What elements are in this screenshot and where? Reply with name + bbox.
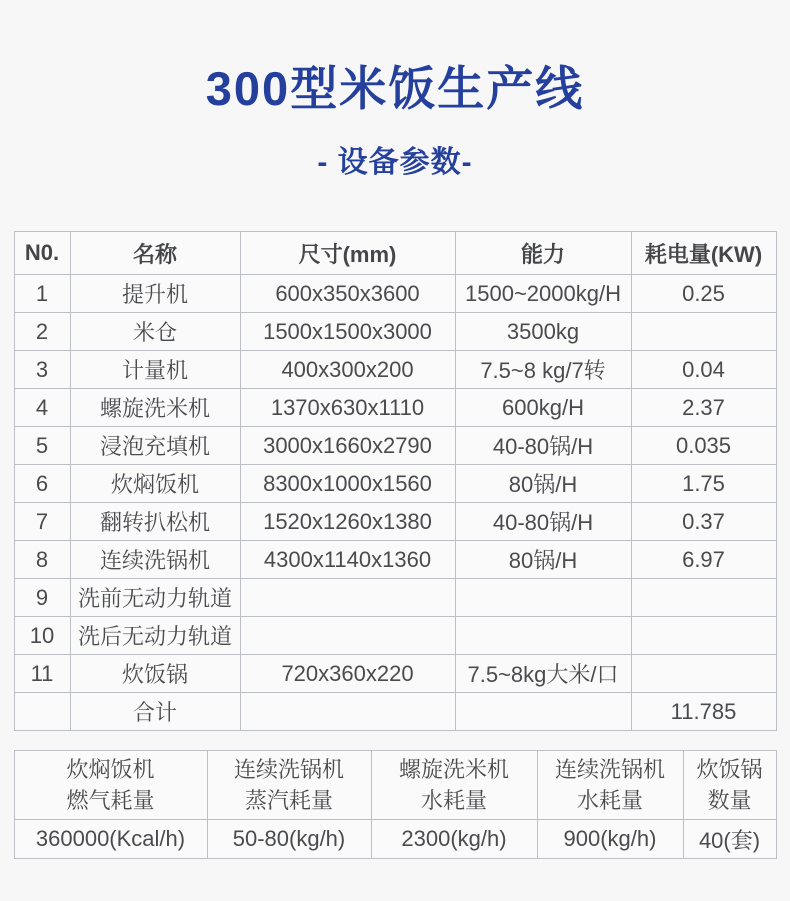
cell-name: 浸泡充填机: [70, 427, 240, 465]
cell-power: 11.785: [631, 693, 776, 731]
header-line2: 数量: [707, 788, 752, 813]
cell-no: 8: [14, 541, 70, 579]
cell-water2-value: 900(kg/h): [537, 820, 683, 859]
cell-capacity: 80锅/H: [455, 541, 631, 579]
cell-name: 洗后无动力轨道: [70, 617, 240, 655]
cell-quantity-value: 40(套): [683, 820, 776, 859]
cell-gas-value: 360000(Kcal/h): [14, 820, 207, 859]
cell-no: 10: [14, 617, 70, 655]
header-gas-consumption: [14, 751, 207, 820]
cell-power: 0.04: [631, 351, 776, 389]
cell-size: 400x300x200: [240, 351, 455, 389]
header-steam-consumption: [207, 751, 371, 820]
cell-name: 提升机: [70, 275, 240, 313]
consumption-header-row: [14, 751, 776, 820]
cell-power: [631, 655, 776, 693]
cell-size: 1500x1500x3000: [240, 313, 455, 351]
cell-name: 翻转扒松机: [70, 503, 240, 541]
cell-name: 炊焖饭机: [70, 465, 240, 503]
equipment-table-header-row: [14, 232, 776, 275]
cell-capacity: [455, 693, 631, 731]
table-row: [14, 427, 776, 465]
cell-name: 螺旋洗米机: [70, 389, 240, 427]
cell-power: 1.75: [631, 465, 776, 503]
table-row: [14, 275, 776, 313]
cell-name: 米仓: [70, 313, 240, 351]
header-line1: 螺旋洗米机: [398, 757, 509, 782]
cell-size: 8300x1000x1560: [240, 465, 455, 503]
cell-capacity: 7.5~8 kg/7转: [455, 351, 631, 389]
table-row: [14, 655, 776, 693]
table-row: [14, 579, 776, 617]
cell-name: 合计: [70, 693, 240, 731]
cell-size: [240, 617, 455, 655]
cell-name: 计量机: [70, 351, 240, 389]
cell-steam-value: 50-80(kg/h): [207, 820, 371, 859]
cell-size: [240, 693, 455, 731]
cell-capacity: 80锅/H: [455, 465, 631, 503]
header-potwasher-water-consumption: [537, 751, 683, 820]
equipment-table: [14, 231, 777, 731]
header-size: 尺寸(mm): [240, 232, 455, 275]
cell-power: 0.25: [631, 275, 776, 313]
consumption-value-row: [14, 820, 776, 859]
cell-power: 0.37: [631, 503, 776, 541]
table-row: [14, 465, 776, 503]
cell-capacity: 600kg/H: [455, 389, 631, 427]
header-line2: 燃气耗量: [66, 788, 155, 813]
cell-capacity: 40-80锅/H: [455, 427, 631, 465]
cell-power: [631, 617, 776, 655]
cell-size: [240, 579, 455, 617]
header-line1: 连续洗锅机: [554, 757, 665, 782]
cell-size: 1520x1260x1380: [240, 503, 455, 541]
cell-name: 连续洗锅机: [70, 541, 240, 579]
header-name: 名称: [70, 232, 240, 275]
table-row: [14, 389, 776, 427]
cell-size: 720x360x220: [240, 655, 455, 693]
header-line2: 水耗量: [576, 788, 643, 813]
header-line1: 炊焖饭机: [66, 757, 155, 782]
cell-no: 7: [14, 503, 70, 541]
header-line1: 炊饭锅: [696, 757, 763, 782]
cell-no: 2: [14, 313, 70, 351]
cell-size: 3000x1660x2790: [240, 427, 455, 465]
cell-power: 0.035: [631, 427, 776, 465]
cell-no: 1: [14, 275, 70, 313]
header-pot-quantity: [683, 751, 776, 820]
total-row: [14, 693, 776, 731]
cell-capacity: 1500~2000kg/H: [455, 275, 631, 313]
header-no: N0.: [14, 232, 70, 275]
header-line2: 蒸汽耗量: [244, 788, 333, 813]
cell-capacity: [455, 579, 631, 617]
table-row: [14, 313, 776, 351]
table-row: [14, 503, 776, 541]
cell-power: [631, 313, 776, 351]
header-power: 耗电量(KW): [631, 232, 776, 275]
cell-capacity: 40-80锅/H: [455, 503, 631, 541]
cell-name: 炊饭锅: [70, 655, 240, 693]
cell-size: 600x350x3600: [240, 275, 455, 313]
cell-name: 洗前无动力轨道: [70, 579, 240, 617]
cell-capacity: 3500kg: [455, 313, 631, 351]
consumption-table: [14, 750, 777, 859]
cell-no: 6: [14, 465, 70, 503]
table-row: [14, 351, 776, 389]
cell-no: 5: [14, 427, 70, 465]
cell-no: 11: [14, 655, 70, 693]
cell-power: 2.37: [631, 389, 776, 427]
table-row: [14, 541, 776, 579]
header-line1: 连续洗锅机: [233, 757, 344, 782]
cell-capacity: [455, 617, 631, 655]
cell-power: 6.97: [631, 541, 776, 579]
header-capacity: 能力: [455, 232, 631, 275]
cell-power: [631, 579, 776, 617]
page-subtitle: - 设备参数-: [317, 146, 473, 179]
header-line2: 水耗量: [420, 788, 487, 813]
cell-no: 4: [14, 389, 70, 427]
header-washer-water-consumption: [371, 751, 537, 820]
cell-capacity: 7.5~8kg大米/口: [455, 655, 631, 693]
table-row: [14, 617, 776, 655]
page-title: 300型米饭生产线: [205, 62, 585, 115]
cell-water1-value: 2300(kg/h): [371, 820, 537, 859]
cell-no: 3: [14, 351, 70, 389]
cell-size: 1370x630x1110: [240, 389, 455, 427]
cell-size: 4300x1140x1360: [240, 541, 455, 579]
cell-no: 9: [14, 579, 70, 617]
cell-no: [14, 693, 70, 731]
